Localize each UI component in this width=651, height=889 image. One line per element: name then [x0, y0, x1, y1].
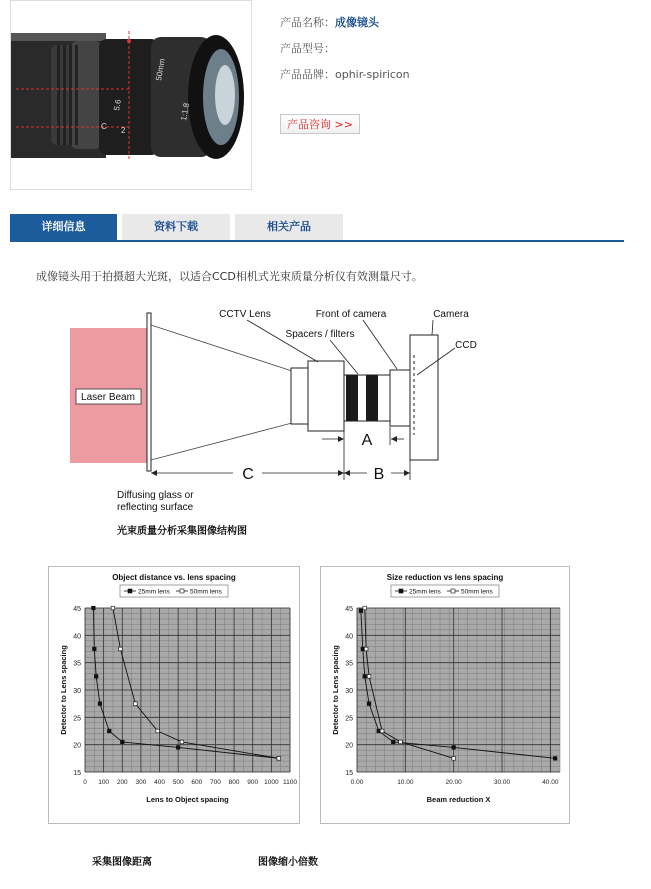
data-point — [120, 740, 124, 744]
product-photo — [10, 0, 252, 190]
product-model-label: 产品型号： — [280, 42, 335, 55]
x-tick-label: 300 — [135, 779, 147, 786]
data-point — [134, 702, 138, 706]
x-tick-label: 400 — [154, 779, 165, 786]
data-point — [399, 740, 403, 744]
y-tick-label: 15 — [345, 770, 353, 777]
legend-marker — [180, 589, 184, 593]
x-tick-label: 900 — [247, 779, 259, 786]
y-tick-label: 20 — [345, 742, 353, 750]
lens-mark-aperture: 1:1.8 — [179, 102, 192, 122]
x-tick-label: 10.00 — [397, 779, 414, 786]
diagram-caption: 光束质量分析采集图像结构图 — [117, 526, 247, 537]
camera-front — [390, 370, 410, 426]
lens-mark-focal: 50mm — [154, 57, 167, 82]
laser-beam-label: Laser Beam — [81, 392, 135, 403]
y-tick-label: 30 — [345, 688, 353, 695]
data-point — [93, 647, 97, 651]
y-tick-label: 35 — [73, 660, 81, 668]
y-tick-label: 40 — [345, 633, 353, 641]
x-tick-label: 200 — [116, 779, 128, 786]
chart-object-distance — [48, 566, 300, 824]
chart-caption-reduction: 图像缩小倍数 — [258, 857, 318, 868]
data-point — [364, 647, 368, 651]
data-point — [380, 729, 384, 733]
camera-label: Camera — [433, 309, 469, 320]
tab-underline — [10, 240, 624, 242]
front-of-camera-label: Front of camera — [315, 309, 387, 320]
cctv-lens-body — [308, 361, 344, 431]
data-point — [452, 757, 456, 761]
data-point — [119, 647, 123, 651]
data-point — [367, 675, 371, 679]
spacers-label: Spacers / filters — [285, 329, 355, 340]
y-tick-label: 45 — [345, 606, 353, 613]
y-tick-label: 25 — [73, 715, 81, 723]
x-tick-label: 1000 — [264, 779, 279, 786]
data-point — [377, 729, 381, 733]
dimension-c-label: C — [242, 466, 254, 483]
data-point — [391, 740, 395, 744]
legend-marker — [399, 589, 403, 593]
setup-diagram — [0, 295, 651, 540]
data-point — [277, 757, 281, 761]
x-tick-label: 40.00 — [542, 779, 559, 786]
cctv-lens-label: CCTV Lens — [219, 309, 271, 320]
product-model-row — [280, 40, 335, 56]
data-point — [176, 746, 180, 750]
chart-caption-distance: 采集图像距离 — [92, 857, 152, 868]
data-point — [363, 675, 367, 679]
dimension-b-label: B — [373, 466, 385, 483]
data-point — [363, 606, 367, 610]
data-point — [107, 729, 111, 733]
data-point — [553, 757, 557, 761]
data-point — [111, 606, 115, 610]
diffusing-label-1: Diffusing glass or — [117, 490, 194, 501]
y-tick-label: 30 — [73, 688, 81, 695]
chart-size-reduction — [320, 566, 570, 824]
x-tick-label: 100 — [98, 779, 110, 786]
data-point — [92, 606, 96, 610]
chart-title: Object distance vs. lens spacing — [112, 573, 236, 582]
y-axis-label: Detector to Lens spacing — [59, 645, 68, 735]
data-point — [94, 675, 98, 679]
tab-related-products[interactable]: 相关产品 — [235, 214, 343, 240]
y-tick-label: 45 — [73, 606, 81, 613]
lens-text: Focus adj — [109, 28, 149, 38]
consult-button[interactable]: 产品咨询 >> — [280, 114, 360, 134]
diffusing-label-2: reflecting surface — [117, 502, 194, 513]
data-point — [361, 647, 365, 651]
y-tick-label: 40 — [73, 633, 81, 641]
legend-label: 25mm lens — [409, 588, 441, 596]
data-point — [98, 702, 102, 706]
x-tick-label: 800 — [228, 779, 240, 786]
data-point — [452, 746, 456, 750]
product-name-row — [280, 14, 379, 30]
ccd-label: CCD — [455, 340, 477, 351]
data-point — [359, 609, 363, 613]
data-point — [156, 729, 160, 733]
product-name-value: 成像镜头 — [335, 16, 379, 29]
lens-photo-image — [11, 1, 252, 190]
x-tick-label: 500 — [172, 779, 184, 786]
data-point — [180, 740, 184, 744]
x-tick-label: 20.00 — [445, 779, 462, 786]
dimension-a-label: A — [361, 432, 373, 449]
x-tick-label: 700 — [210, 779, 221, 786]
tab-downloads[interactable]: 资料下载 — [122, 214, 230, 240]
x-axis-label: Lens to Object spacing — [146, 795, 229, 804]
lens-front-element — [291, 368, 309, 424]
y-axis-label: Detector to Lens spacing — [331, 645, 340, 735]
product-brand-label: 产品品牌： — [280, 68, 335, 81]
legend-label: 50mm lens — [190, 588, 222, 596]
x-tick-label: 0.00 — [350, 779, 364, 786]
product-description: 成像镜头用于拍摄超大光斑，以适合CCD相机式光束质量分析仪有效测量尺寸。 — [36, 270, 423, 283]
legend-marker — [128, 589, 132, 593]
y-tick-label: 25 — [345, 715, 353, 723]
legend-label: 25mm lens — [138, 588, 170, 596]
product-brand-value: ophir-spiricon — [335, 68, 410, 81]
x-tick-label: 30.00 — [493, 779, 511, 786]
x-tick-label: 1100 — [283, 779, 297, 786]
legend-marker — [451, 589, 455, 593]
x-axis-label: Beam reduction X — [426, 795, 491, 804]
x-tick-label: 0 — [83, 779, 87, 786]
lens-mark-2: 2 — [121, 126, 126, 135]
y-tick-label: 15 — [73, 770, 81, 777]
lens-mark-c: C — [101, 122, 107, 131]
data-point — [367, 702, 371, 706]
x-tick-label: 600 — [191, 779, 203, 786]
product-brand-row — [280, 66, 410, 82]
y-tick-label: 20 — [73, 742, 81, 750]
diffusing-glass — [147, 313, 151, 471]
chart-title: Size reduction vs lens spacing — [386, 573, 504, 582]
y-tick-label: 35 — [345, 660, 353, 668]
lens-mark-fstop: 5.6 — [112, 98, 123, 112]
legend-label: 50mm lens — [461, 588, 493, 596]
tab-details[interactable]: 详细信息 — [10, 214, 117, 240]
product-name-label: 产品名称： — [280, 16, 335, 29]
